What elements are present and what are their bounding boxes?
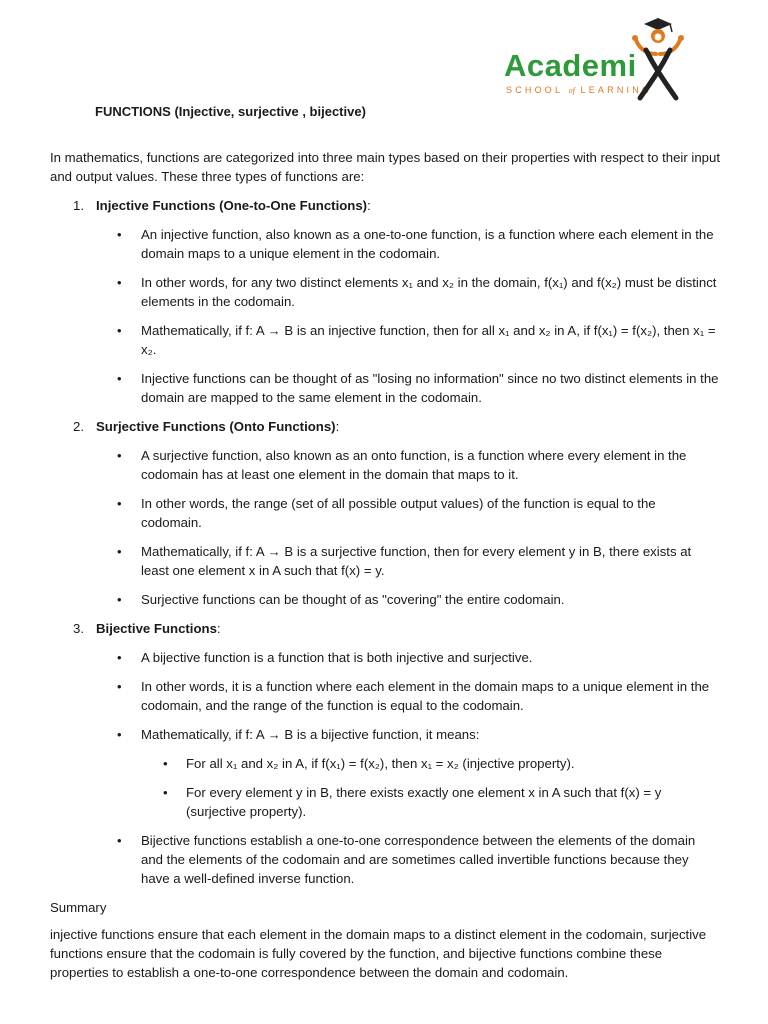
section-number: 1. — [73, 198, 84, 213]
sub-bullet-item: • For all x₁ and x₂ in A, if f(x₁) = f(x₂), then x₁ = x₂ (injective property). — [141, 754, 720, 773]
bullet-item: • In other words, the range (set of all possible output values) of the function is equal to the codomain. — [50, 494, 720, 532]
bullet-list — [50, 648, 720, 888]
section-surjective — [50, 417, 720, 609]
logo-tagline: SCHOOL of LEARNING — [506, 85, 653, 95]
summary-heading: Summary — [50, 900, 107, 915]
bullet-item: • Mathematically, if f: A → B is a bijective function, it means: • For all x₁ and x₂ in A, if f(x₁) = f(x₂), then x₁ = x₂ (injective property). • For every element y in B, there exists exactly one element x in A such that f(x) = y (surjective property). — [50, 725, 720, 821]
section-heading: 2. Surjective Functions (Onto Functions): — [73, 419, 340, 434]
section-number: 2. — [73, 419, 84, 434]
document-body — [50, 148, 720, 982]
summary-paragraph: injective functions ensure that each element in the domain maps to a distinct element in the codomain, surjective functions ensure that the codomain is fully covered by the function, and bijective functions combine these properties to establish a one-to-one correspondence between the domain and codomain. — [50, 927, 707, 980]
section-bijective — [50, 619, 720, 888]
section-number: 3. — [73, 621, 84, 636]
bullet-item: • A bijective function is a function that is both injective and surjective. — [50, 648, 720, 667]
bullet-item: • Bijective functions establish a one-to-one correspondence between the elements of the domain and the elements of the codomain and are sometimes called invertible functions because they have a well-defined inverse function. — [50, 831, 720, 888]
bullet-item: • A surjective function, also known as an onto function, is a function where every element in the codomain has at least one element in the domain that maps to it. — [50, 446, 720, 484]
bullet-item: • An injective function, also known as a one-to-one function, is a function where each element in the domain maps to a unique element in the codomain. — [50, 225, 720, 263]
bullet-item: • Surjective functions can be thought of as "covering" the entire codomain. — [50, 590, 720, 609]
bullet-item: • Injective functions can be thought of as "losing no information" since no two distinct elements in the domain are mapped to the same element in the codomain. — [50, 369, 720, 407]
section-injective — [50, 196, 720, 407]
logo-wordmark: Academi — [504, 48, 637, 83]
bullet-item: • Mathematically, if f: A → B is an injective function, then for all x₁ and x₂ in A, if f(x₁) = f(x₂), then x₁ = x₂. — [50, 321, 720, 359]
section-title: Injective Functions (One-to-One Functions) — [96, 198, 368, 213]
section-heading: 1. Injective Functions (One-to-One Functions): — [73, 198, 371, 213]
section-title: Bijective Functions — [96, 621, 217, 636]
sub-bullet-item: • For every element y in B, there exists exactly one element x in A such that f(x) = y (surjective property). — [141, 783, 720, 821]
bullet-list — [50, 446, 720, 609]
bullet-item: • Mathematically, if f: A → B is a surjective function, then for every element y in B, there exists at least one element x in A such that f(x) = y. — [50, 542, 720, 580]
document-title: FUNCTIONS (Injective, surjective , bijective) — [95, 104, 366, 119]
bullet-item: • In other words, it is a function where each element in the domain maps to a unique element in the codomain, and the range of the function is equal to the codomain. — [50, 677, 720, 715]
section-heading: 3. Bijective Functions: — [73, 621, 221, 636]
bullet-item: • In other words, for any two distinct elements x₁ and x₂ in the domain, f(x₁) and f(x₂) must be distinct elements in the codomain. — [50, 273, 720, 311]
section-title: Surjective Functions (Onto Functions) — [96, 419, 336, 434]
bullet-list — [50, 225, 720, 407]
intro-paragraph: In mathematics, functions are categorized into three main types based on their properties with respect to their input and output values. These three types of functions are: — [50, 150, 720, 184]
graduate-figure-icon — [626, 16, 686, 102]
sub-bullet-list — [141, 754, 720, 821]
academix-logo — [500, 16, 690, 102]
